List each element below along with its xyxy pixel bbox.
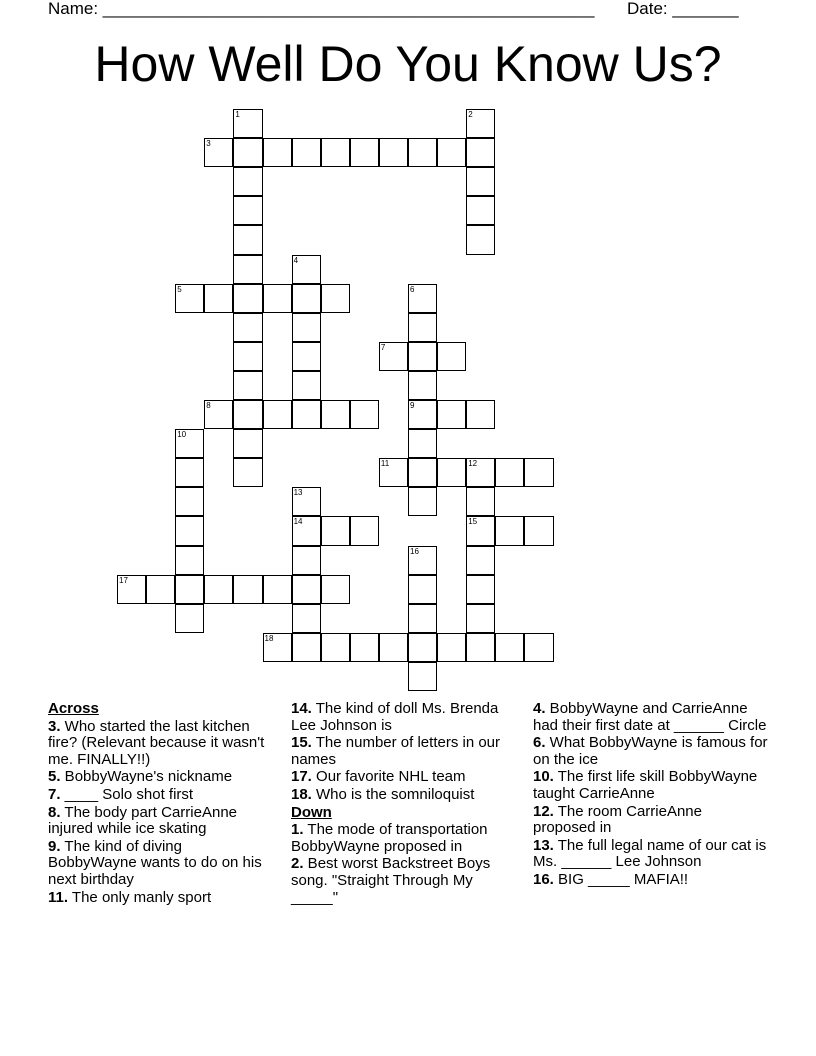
- grid-cell[interactable]: [292, 546, 321, 575]
- cell-number: 15: [468, 517, 478, 527]
- grid-cell[interactable]: [233, 429, 262, 458]
- grid-cell[interactable]: [466, 196, 495, 225]
- clue-number: 11.: [48, 888, 69, 906]
- clue-number: 18.: [291, 785, 312, 803]
- clue-across-15: [291, 735, 517, 768]
- grid-cell[interactable]: [524, 633, 553, 662]
- clue-number: 15.: [291, 734, 312, 752]
- grid-cell[interactable]: [408, 138, 437, 167]
- grid-cell[interactable]: [117, 575, 146, 604]
- grid-cell[interactable]: [321, 516, 350, 545]
- clue-number: 3.: [48, 717, 61, 735]
- clue-text: BobbyWayne and CarrieAnne had their first date at ______ Circle: [533, 700, 767, 734]
- grid-cell[interactable]: [292, 342, 321, 371]
- clue-text: The full legal name of our cat is Ms. ______ Lee Johnson: [533, 836, 767, 871]
- grid-cell[interactable]: [292, 633, 321, 662]
- grid-cell[interactable]: [408, 575, 437, 604]
- grid-cell[interactable]: [350, 516, 379, 545]
- page-title: How Well Do You Know Us?: [94, 36, 722, 92]
- cell-number: 2: [468, 110, 473, 119]
- clue-number: 17.: [291, 768, 312, 786]
- grid-cell[interactable]: [408, 284, 437, 313]
- grid-cell[interactable]: [437, 400, 466, 429]
- clue-across-14: [291, 701, 517, 734]
- grid-cell[interactable]: [379, 458, 408, 487]
- grid-cell[interactable]: [408, 400, 437, 429]
- clue-down-12: [533, 804, 768, 837]
- clue-down-10: [533, 769, 768, 802]
- grid-cell[interactable]: [175, 604, 204, 633]
- clue-number: 4.: [533, 700, 546, 717]
- grid-cell[interactable]: [233, 284, 262, 313]
- grid-cell[interactable]: [321, 575, 350, 604]
- clue-number: 10.: [533, 768, 554, 786]
- grid-cell[interactable]: [292, 516, 321, 545]
- clue-number: 9.: [48, 837, 61, 855]
- cell-number: 8: [206, 401, 211, 410]
- clue-text: What BobbyWayne is famous for on the ice: [533, 734, 768, 768]
- grid-cell[interactable]: [379, 633, 408, 662]
- grid-cell[interactable]: [263, 575, 292, 604]
- grid-cell[interactable]: [292, 575, 321, 604]
- grid-cell[interactable]: [466, 138, 495, 167]
- cell-number: 12: [468, 459, 478, 469]
- grid-cell[interactable]: [437, 633, 466, 662]
- grid-cell[interactable]: [466, 633, 495, 662]
- grid-cell[interactable]: [204, 284, 233, 313]
- grid-cell[interactable]: [408, 633, 437, 662]
- grid-cell[interactable]: [437, 342, 466, 371]
- grid-cell[interactable]: [292, 371, 321, 400]
- grid-cell[interactable]: [350, 138, 379, 167]
- clue-number: 1.: [291, 821, 304, 839]
- clue-text: BobbyWayne's nickname: [60, 768, 233, 786]
- grid-cell[interactable]: [321, 400, 350, 429]
- grid-cell[interactable]: [524, 458, 553, 487]
- clue-number: 12.: [533, 802, 554, 820]
- clues-column-1: [48, 701, 273, 907]
- grid-cell[interactable]: [175, 575, 204, 604]
- grid-cell[interactable]: [233, 313, 262, 342]
- grid-cell[interactable]: [175, 546, 204, 575]
- clue-text: Best worst Backstreet Boys song. "Straight Through My _____": [291, 855, 491, 906]
- grid-cell[interactable]: [495, 458, 524, 487]
- cell-number: 3: [206, 139, 211, 149]
- clue-text: ____ Solo shot first: [60, 785, 194, 803]
- grid-cell[interactable]: [292, 313, 321, 342]
- grid-cell[interactable]: [233, 371, 262, 400]
- grid-cell[interactable]: [466, 575, 495, 604]
- clue-number: 5.: [48, 768, 61, 786]
- grid-cell[interactable]: [233, 225, 262, 254]
- cell-number: 6: [410, 284, 415, 294]
- grid-cell[interactable]: [524, 516, 553, 545]
- cell-number: 5: [177, 284, 182, 294]
- grid-cell[interactable]: [233, 138, 262, 167]
- grid-cell[interactable]: [204, 138, 233, 167]
- grid-cell[interactable]: [321, 284, 350, 313]
- grid-cell[interactable]: [408, 487, 437, 516]
- grid-cell[interactable]: [263, 400, 292, 429]
- clue-text: Our favorite NHL team: [311, 768, 466, 786]
- clue-number: 8.: [48, 803, 61, 821]
- clue-text: The mode of transportation BobbyWayne proposed in: [291, 821, 488, 855]
- grid-cell[interactable]: [466, 167, 495, 196]
- grid-cell[interactable]: [233, 255, 262, 284]
- clue-text: BIG _____ MAFIA!!: [553, 870, 689, 888]
- cell-number: 10: [177, 430, 187, 440]
- grid-cell[interactable]: [263, 284, 292, 313]
- cell-number: 1: [235, 110, 240, 119]
- clue-number: 13.: [533, 836, 554, 854]
- clues-column-3: [533, 701, 768, 890]
- grid-cell[interactable]: [466, 109, 495, 138]
- cell-number: 7: [380, 342, 386, 352]
- across-heading: Across: [48, 700, 99, 717]
- grid-cell[interactable]: [408, 429, 437, 458]
- grid-cell[interactable]: [408, 458, 437, 487]
- grid-cell[interactable]: [292, 487, 321, 516]
- clue-down-4: [533, 701, 768, 734]
- clue-text: The body part CarrieAnne injured while ice skating: [48, 803, 238, 838]
- clue-text: The only manly sport: [68, 888, 212, 906]
- clues-column-2: [291, 701, 517, 907]
- clue-across-5: [48, 769, 273, 786]
- grid-cell[interactable]: [466, 400, 495, 429]
- clue-down-2: [291, 856, 517, 906]
- grid-cell[interactable]: [263, 138, 292, 167]
- clue-across-18: [291, 787, 517, 804]
- clue-across-9: [48, 839, 273, 889]
- grid-cell[interactable]: [466, 487, 495, 516]
- grid-cell[interactable]: [466, 604, 495, 633]
- grid-cell[interactable]: [175, 429, 204, 458]
- clue-number: 6.: [533, 734, 546, 752]
- name-field-label: Name: ____________________________________________________: [48, 0, 595, 18]
- grid-cell[interactable]: [233, 342, 262, 371]
- grid-cell[interactable]: [204, 400, 233, 429]
- cell-number: 14: [293, 517, 303, 527]
- cell-number: 9: [410, 401, 415, 410]
- clue-down-13: [533, 838, 768, 871]
- clue-text: The room CarrieAnne proposed in: [533, 802, 702, 837]
- grid-cell[interactable]: [233, 167, 262, 196]
- grid-cell[interactable]: [350, 633, 379, 662]
- grid-cell[interactable]: [408, 546, 437, 575]
- clue-across-3: [48, 719, 273, 769]
- grid-cell[interactable]: [292, 400, 321, 429]
- clue-down-1: [291, 822, 517, 855]
- grid-cell[interactable]: [175, 284, 204, 313]
- grid-cell[interactable]: [175, 487, 204, 516]
- grid-cell[interactable]: [321, 633, 350, 662]
- grid-cell[interactable]: [495, 633, 524, 662]
- clue-number: 16.: [533, 870, 554, 888]
- grid-cell[interactable]: [437, 138, 466, 167]
- grid-cell[interactable]: [466, 458, 495, 487]
- grid-cell[interactable]: [233, 109, 262, 138]
- grid-cell[interactable]: [466, 225, 495, 254]
- clue-across-7: [48, 787, 273, 804]
- grid-cell[interactable]: [175, 516, 204, 545]
- clue-number: 14.: [291, 700, 312, 717]
- cell-number: 4: [293, 255, 299, 265]
- grid-cell[interactable]: [146, 575, 175, 604]
- cell-number: 13: [293, 488, 303, 498]
- cell-number: 18: [264, 633, 274, 643]
- date-field-label: Date: _______: [627, 0, 739, 18]
- cell-number: 17: [119, 575, 128, 585]
- clue-across-8: [48, 805, 273, 838]
- grid-cell[interactable]: [408, 342, 437, 371]
- grid-cell[interactable]: [175, 458, 204, 487]
- clue-down-6: [533, 735, 768, 768]
- clue-down-16: [533, 872, 768, 889]
- down-heading: Down: [291, 803, 332, 821]
- grid-cell[interactable]: [408, 604, 437, 633]
- cell-number: 11: [380, 459, 390, 469]
- grid-cell[interactable]: [204, 575, 233, 604]
- grid-cell[interactable]: [466, 546, 495, 575]
- grid-cell[interactable]: [379, 138, 408, 167]
- grid-cell[interactable]: [379, 342, 408, 371]
- grid-cell[interactable]: [292, 255, 321, 284]
- clue-number: 7.: [48, 785, 61, 803]
- grid-cell[interactable]: [292, 284, 321, 313]
- grid-cell[interactable]: [321, 138, 350, 167]
- grid-cell[interactable]: [233, 196, 262, 225]
- grid-cell[interactable]: [466, 516, 495, 545]
- grid-cell[interactable]: [233, 575, 262, 604]
- clue-across-17: [291, 769, 517, 786]
- clue-text: The number of letters in our names: [291, 734, 501, 768]
- grid-cell[interactable]: [292, 138, 321, 167]
- grid-cell[interactable]: [233, 458, 262, 487]
- clue-text: Who is the somniloquist: [311, 785, 475, 803]
- grid-cell[interactable]: [263, 633, 292, 662]
- clue-text: Who started the last kitchen fire? (Relevant because it wasn't me. FINALLY!!): [48, 717, 265, 768]
- grid-cell[interactable]: [408, 371, 437, 400]
- grid-cell[interactable]: [350, 400, 379, 429]
- grid-cell[interactable]: [437, 458, 466, 487]
- clue-number: 2.: [291, 855, 304, 873]
- grid-cell[interactable]: [233, 400, 262, 429]
- grid-cell[interactable]: [408, 662, 437, 691]
- clue-text: The kind of doll Ms. Brenda Lee Johnson is: [291, 700, 499, 734]
- clue-text: The first life skill BobbyWayne taught CarrieAnne: [533, 768, 758, 802]
- grid-cell[interactable]: [292, 604, 321, 633]
- clue-across-11: [48, 890, 273, 907]
- grid-cell[interactable]: [495, 516, 524, 545]
- cell-number: 16: [410, 546, 419, 556]
- grid-cell[interactable]: [408, 313, 437, 342]
- clue-text: The kind of diving BobbyWayne wants to do on his next birthday: [48, 837, 262, 888]
